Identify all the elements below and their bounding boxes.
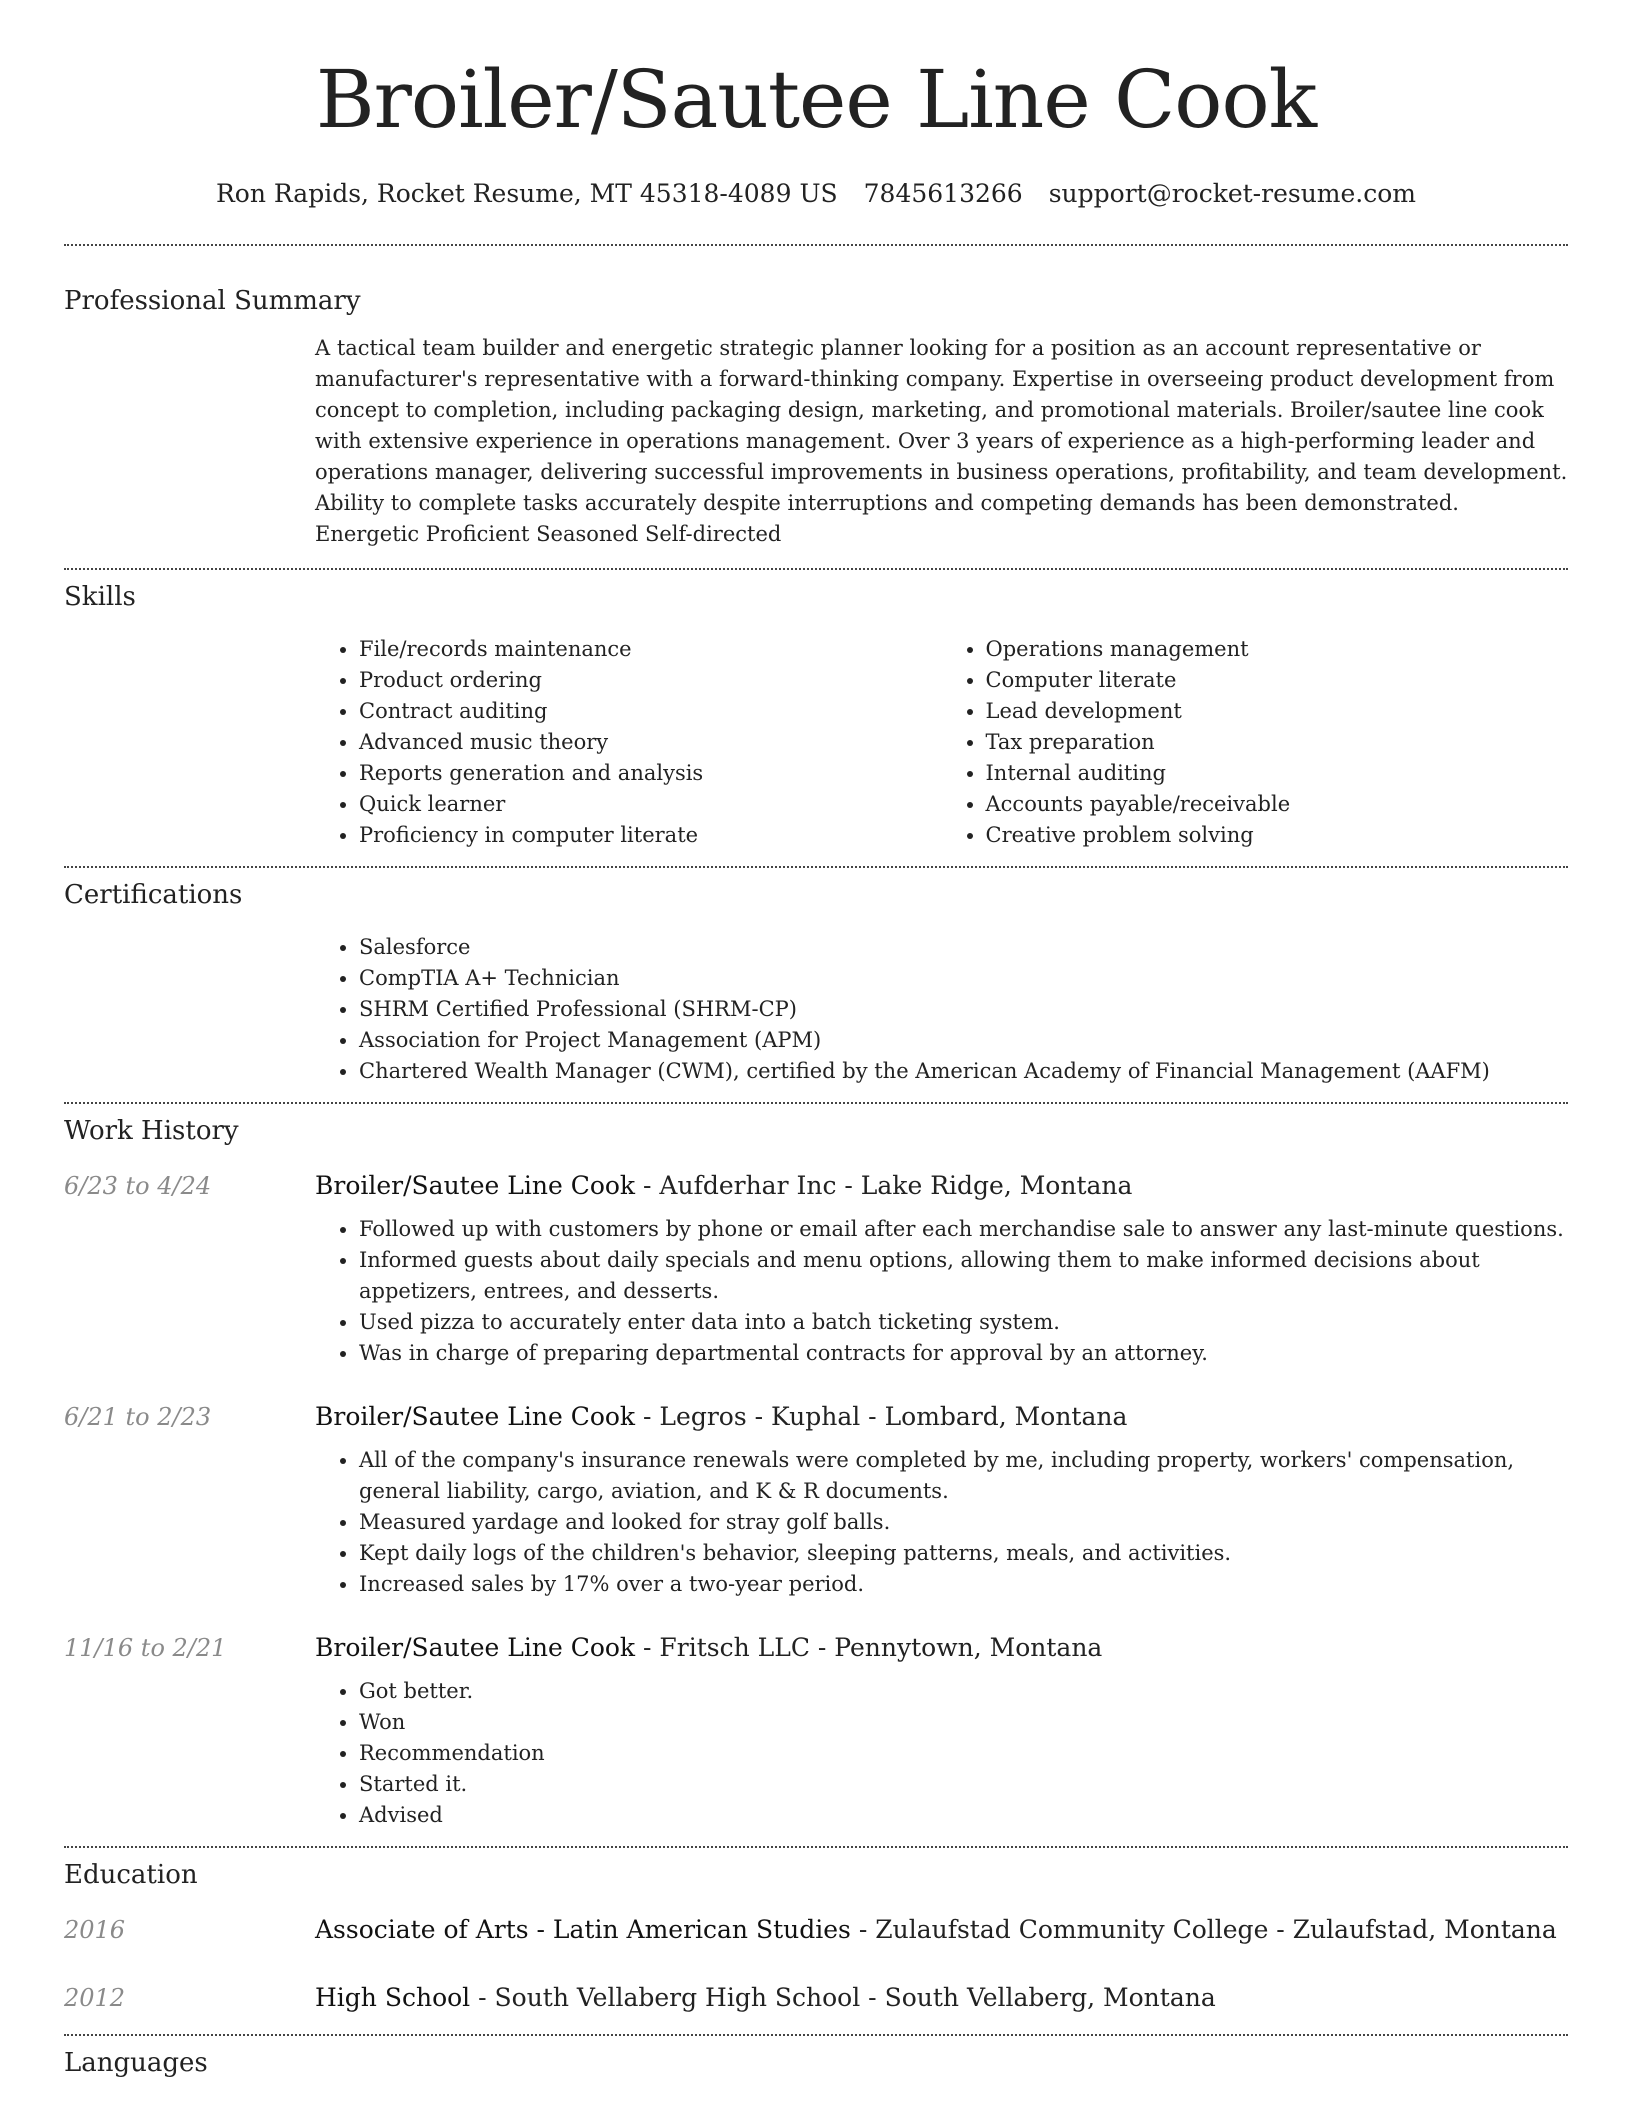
education-year: 2012: [64, 1984, 126, 2012]
certification-item: • SHRM Certified Professional (SHRM-CP): [359, 994, 1568, 1025]
education-degree: Associate of Arts - Latin American Studies: [315, 1915, 851, 1944]
job-bullets-block: [315, 1445, 1568, 1600]
job-bullet: • Recommendation: [359, 1738, 1568, 1769]
job-dates: 6/23 to 4/24: [64, 1172, 212, 1200]
education-entry-2: [64, 1982, 1568, 2014]
skill-item: • Creative problem solving: [986, 820, 1569, 851]
job-dates: 11/16 to 2/21: [64, 1634, 227, 1662]
divider: [64, 866, 1568, 868]
skills-list-right: [942, 634, 1569, 851]
education-school: - South Vellaberg High School - South Vellaberg, Montana: [470, 1983, 1216, 2012]
job-bullets: [315, 1214, 1568, 1369]
job-heading: [315, 1632, 1102, 1664]
skill-item: • Accounts payable/receivable: [986, 789, 1569, 820]
certifications-list: [315, 932, 1568, 1087]
divider: [64, 244, 1568, 246]
job-bullet: • Started it.: [359, 1769, 1568, 1800]
skill-item: • File/records maintenance: [359, 634, 942, 665]
contact-phone: 7845613266: [863, 179, 1023, 208]
job-bullet: • Was in charge of preparing departmental contracts for approval by an attorney.: [359, 1338, 1568, 1369]
education-degree: High School: [315, 1983, 471, 2012]
summary-text: A tactical team builder and energetic strategic planner looking for a position as an account representative or manufacturer's representative with a forward-thinking company. Expertise in overseeing product development from concept to completion, including packaging design, marketing, and promotional materials. Broiler/sautee line cook with extensive experience in operations management. Over 3 years of experience as a high-performing leader and operations manager, delivering successful improvements in business operations, profitability, and team development. Ability to complete tasks accurately despite interruptions and competing demands has been demonstrated. Energetic Proficient Seasoned Self-directed: [315, 336, 1568, 546]
skill-item: • Computer literate: [986, 665, 1569, 696]
job-bullets-block: [315, 1676, 1568, 1831]
skill-item: • Lead development: [986, 696, 1569, 727]
job-bullet: • Followed up with customers by phone or email after each merchandise sale to answer any last-minute questions.: [359, 1214, 1568, 1245]
certification-item: • Salesforce: [359, 932, 1568, 963]
job-bullet: • Kept daily logs of the children's behavior, sleeping patterns, meals, and activities.: [359, 1538, 1568, 1569]
contact-line: [64, 178, 1568, 210]
education-entry-1: [64, 1914, 1568, 1946]
contact-email: support@rocket-resume.com: [1048, 179, 1417, 208]
skill-item: • Tax preparation: [986, 727, 1569, 758]
job-title: Broiler/Sautee Line Cook: [315, 1633, 636, 1662]
skill-item: • Internal auditing: [986, 758, 1569, 789]
skill-item: • Quick learner: [359, 789, 942, 820]
job-employer: - Aufderhar Inc - Lake Ridge, Montana: [635, 1171, 1133, 1200]
job-heading: [315, 1170, 1132, 1202]
job-employer: - Legros - Kuphal - Lombard, Montana: [635, 1402, 1128, 1431]
education-heading: [315, 1914, 1557, 1946]
skill-item: • Advanced music theory: [359, 727, 942, 758]
skill-item: • Reports generation and analysis: [359, 758, 942, 789]
job-bullets: [315, 1676, 1568, 1831]
job-bullet: • Measured yardage and looked for stray golf balls.: [359, 1507, 1568, 1538]
contact-address: Ron Rapids, Rocket Resume, MT 45318-4089 US: [215, 179, 838, 208]
section-heading-skills: Skills: [64, 582, 136, 612]
job-bullet: • All of the company's insurance renewals were completed by me, including property, workers' compensation, general liability, cargo, aviation, and K & R documents.: [359, 1445, 1568, 1507]
job-title: Broiler/Sautee Line Cook: [315, 1402, 636, 1431]
page-title: Broiler/Sautee Line Cook: [315, 53, 1317, 146]
resume-page: [64, 0, 1568, 2080]
job-heading: [315, 1401, 1127, 1433]
job-bullet: • Advised: [359, 1800, 1568, 1831]
divider: [64, 1102, 1568, 1104]
job-bullets-block: [315, 1214, 1568, 1369]
job-bullets: [315, 1445, 1568, 1600]
section-heading-work-history: Work History: [64, 1116, 239, 1146]
skill-item: • Proficiency in computer literate: [359, 820, 942, 851]
section-heading-languages: Languages: [64, 2048, 208, 2078]
divider: [64, 1846, 1568, 1848]
section-heading-certifications: Certifications: [64, 880, 243, 910]
job-bullet: • Increased sales by 17% over a two-year period.: [359, 1569, 1568, 1600]
section-heading-education: Education: [64, 1860, 198, 1890]
education-heading: [315, 1982, 1216, 2014]
divider: [64, 568, 1568, 570]
job-entry-2: [64, 1401, 1568, 1433]
job-bullet: • Informed guests about daily specials and menu options, allowing them to make informed decisions about appetizers, entrees, and desserts.: [359, 1245, 1568, 1307]
skills-list-left: [315, 634, 942, 851]
education-school: - Zulaufstad Community College - Zulaufstad, Montana: [850, 1915, 1557, 1944]
job-entry-3: [64, 1632, 1568, 1664]
job-bullet: • Used pizza to accurately enter data into a batch ticketing system.: [359, 1307, 1568, 1338]
skill-item: • Contract auditing: [359, 696, 942, 727]
job-dates: 6/21 to 2/23: [64, 1403, 212, 1431]
skills-grid: [315, 634, 1568, 851]
divider: [64, 2034, 1568, 2036]
certification-item: • Association for Project Management (APM): [359, 1025, 1568, 1056]
skill-item: • Product ordering: [359, 665, 942, 696]
skill-item: • Operations management: [986, 634, 1569, 665]
section-heading-summary: Professional Summary: [64, 286, 361, 316]
job-entry-1: [64, 1170, 1568, 1202]
job-title: Broiler/Sautee Line Cook: [315, 1171, 636, 1200]
certifications-block: [315, 932, 1568, 1087]
certification-item: • Chartered Wealth Manager (CWM), certified by the American Academy of Financial Management (AAFM): [359, 1056, 1568, 1087]
certification-item: • CompTIA A+ Technician: [359, 963, 1568, 994]
job-bullet: • Won: [359, 1707, 1568, 1738]
education-year: 2016: [64, 1916, 126, 1944]
job-employer: - Fritsch LLC - Pennytown, Montana: [635, 1633, 1103, 1662]
job-bullet: • Got better.: [359, 1676, 1568, 1707]
